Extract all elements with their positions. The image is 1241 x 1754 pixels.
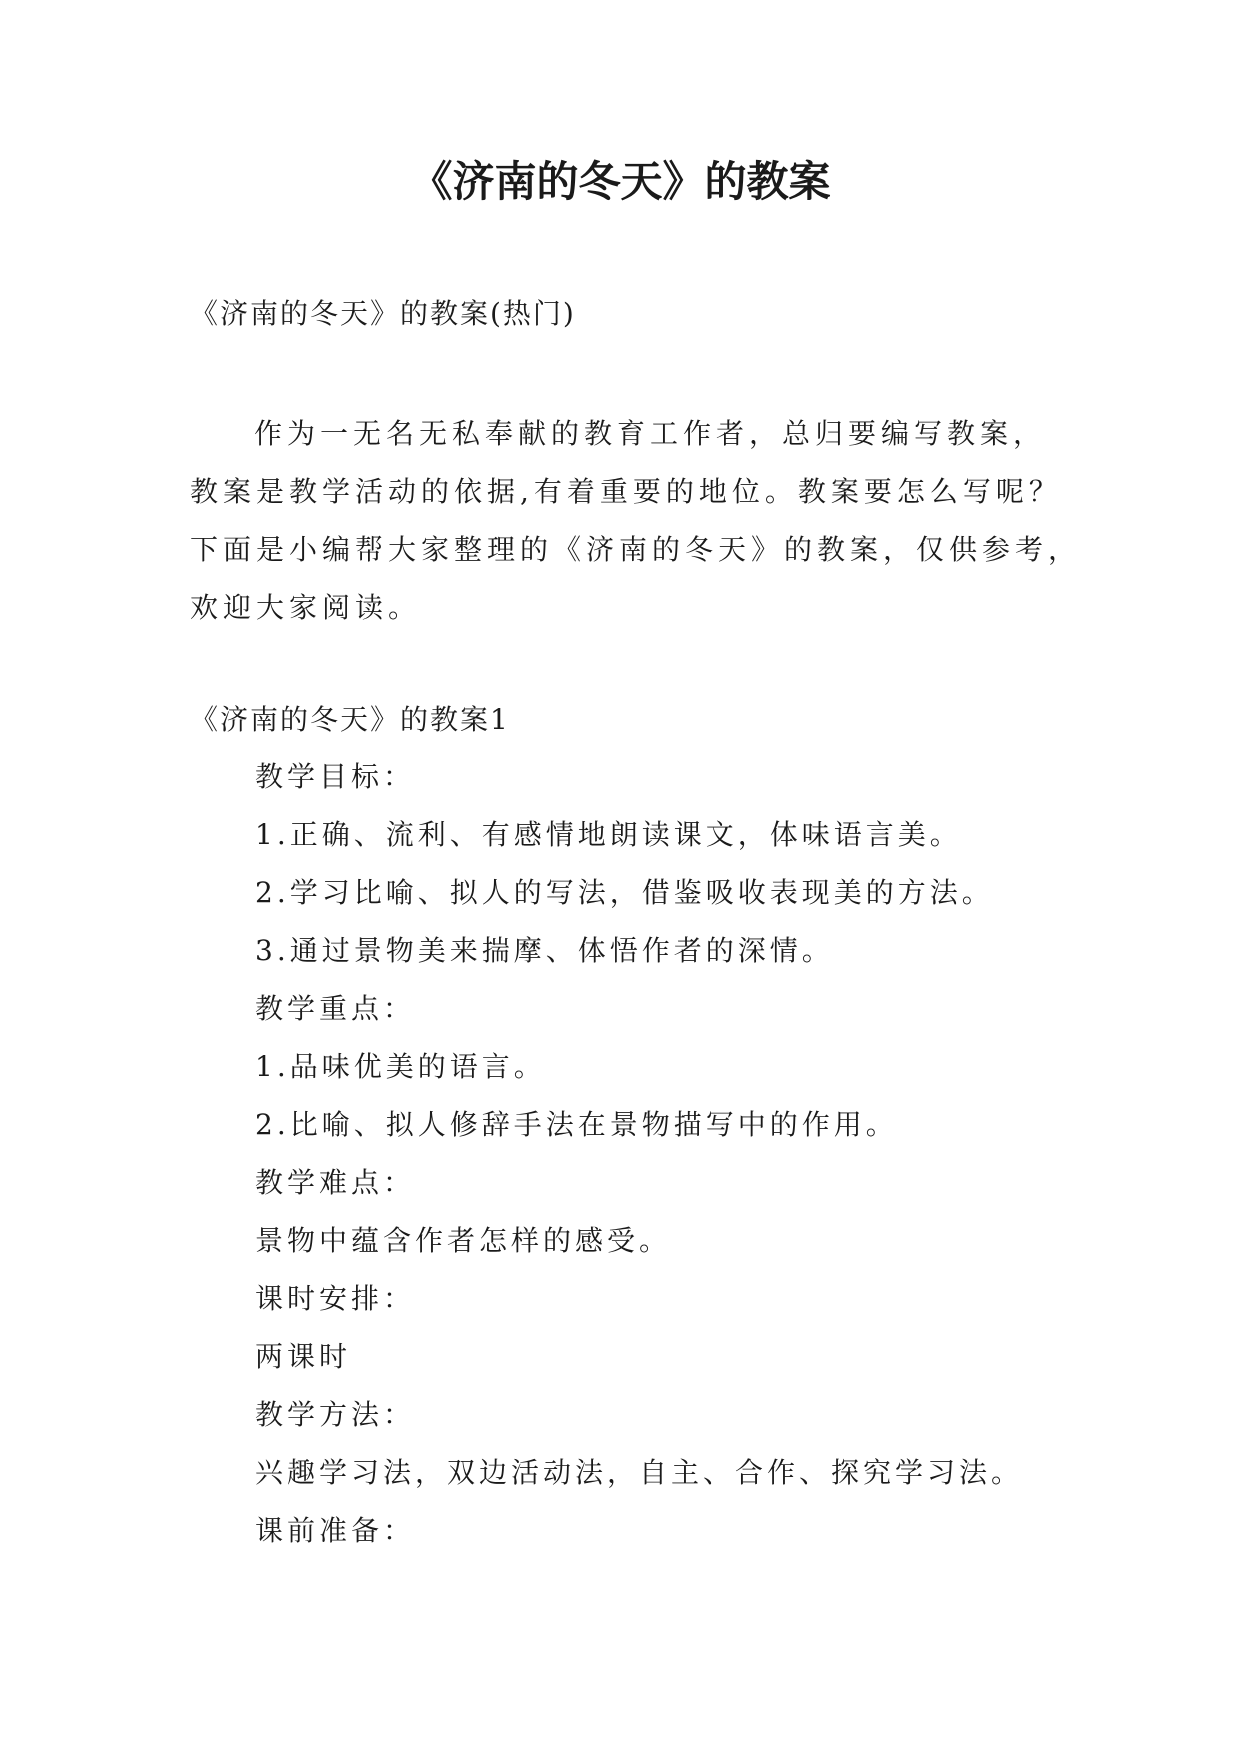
document-title: 《济南的冬天》的教案 <box>410 157 831 206</box>
difficulty-item: 景物中蕴含作者怎样的感受。 <box>255 1224 672 1257</box>
heading-class-schedule: 课时安排： <box>255 1282 416 1315</box>
schedule-item: 两课时 <box>255 1340 352 1373</box>
intro-line: 作为一无名无私奉献的教育工作者，总归要编写教案， <box>254 417 1047 450</box>
document-subtitle: 《济南的冬天》的教案(热门) <box>190 297 576 330</box>
focus-item-1: 1.品味优美的语言。 <box>255 1050 546 1083</box>
goal-item-3: 3.通过景物美来揣摩、体悟作者的深情。 <box>255 934 834 967</box>
methods-item: 兴趣学习法，双边活动法，自主、合作、探究学习法。 <box>255 1456 1024 1489</box>
goal-item-2: 2.学习比喻、拟人的写法，借鉴吸收表现美的方法。 <box>255 876 994 909</box>
intro-line: 下面是小编帮大家整理的《济南的冬天》的教案，仅供参考， <box>190 533 1082 566</box>
intro-line: 欢迎大家阅读。 <box>190 591 422 624</box>
heading-teaching-methods: 教学方法： <box>255 1398 416 1431</box>
focus-item-2: 2.比喻、拟人修辞手法在景物描写中的作用。 <box>255 1108 898 1141</box>
intro-line: 教案是教学活动的依据,有着重要的地位。教案要怎么写呢？ <box>190 475 1062 508</box>
heading-preparation: 课前准备： <box>255 1514 416 1547</box>
intro-paragraph <box>190 405 1082 637</box>
section-heading: 《济南的冬天》的教案1 <box>190 703 510 736</box>
heading-teaching-difficulty: 教学难点： <box>255 1166 416 1199</box>
heading-teaching-goals: 教学目标： <box>255 760 416 793</box>
goal-item-1: 1.正确、流利、有感情地朗读课文，体味语言美。 <box>255 818 962 851</box>
heading-teaching-focus: 教学重点： <box>255 992 416 1025</box>
